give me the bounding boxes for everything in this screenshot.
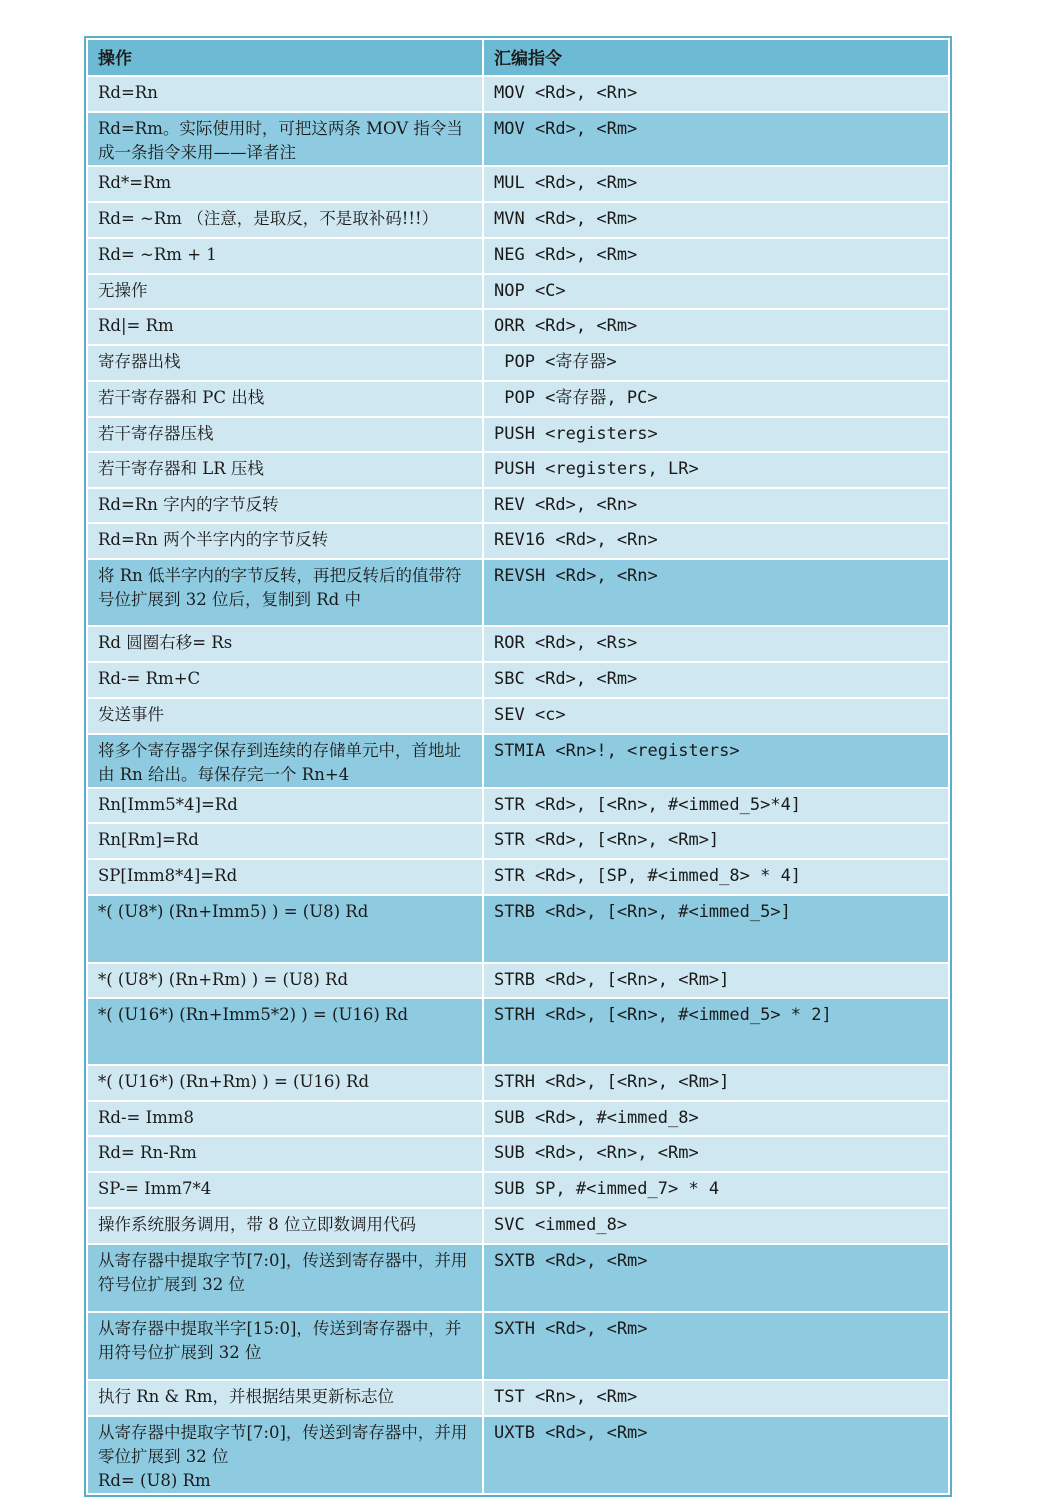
table-row [87,1244,949,1312]
table-row [87,1312,949,1380]
table-row [87,963,949,998]
table-row [87,1101,949,1136]
assembly-cell: SUB <Rd>, #<immed_8> [483,1101,949,1136]
table-row [87,559,949,626]
operation-cell: Rd-= Imm8 [87,1101,483,1136]
operation-cell: Rd*=Rm [87,166,483,202]
assembly-cell: STRB <Rd>, [<Rn>, <Rm>] [483,963,949,998]
operation-cell: Rd=Rn 字内的字节反转 [87,488,483,523]
assembly-cell: STR <Rd>, [<Rn>, #<immed_5>*4] [483,788,949,823]
operation-cell: *( (U8*) (Rn+Rm) ) = (U8) Rd [87,963,483,998]
assembly-cell: NEG <Rd>, <Rm> [483,238,949,274]
assembly-cell: STR <Rd>, [SP, #<immed_8> * 4] [483,859,949,895]
operation-cell: *( (U16*) (Rn+Imm5*2) ) = (U16) Rd [87,998,483,1065]
table-row [87,112,949,166]
assembly-cell: REV <Rd>, <Rn> [483,488,949,523]
table-row [87,998,949,1065]
assembly-cell: MOV <Rd>, <Rn> [483,76,949,112]
operation-cell: 执行 Rn & Rm，并根据结果更新标志位 [87,1380,483,1416]
table-row [87,1416,949,1494]
assembly-cell: POP <寄存器, PC> [483,381,949,417]
assembly-cell: MUL <Rd>, <Rm> [483,166,949,202]
operation-cell: 从寄存器中提取字节[7:0]，传送到寄存器中，并用符号位扩展到 32 位 [87,1244,483,1312]
assembly-cell: SXTH <Rd>, <Rm> [483,1312,949,1380]
operation-cell: 若干寄存器和 PC 出栈 [87,381,483,417]
operation-cell: Rd= ~Rm （注意，是取反，不是取补码!!!） [87,202,483,238]
assembly-cell: PUSH <registers> [483,417,949,452]
header-assembly: 汇编指令 [483,39,949,76]
operation-cell: *( (U8*) (Rn+Imm5) ) = (U8) Rd [87,895,483,963]
table-row [87,823,949,859]
table-row [87,345,949,381]
assembly-cell: SVC <immed_8> [483,1208,949,1244]
table-body [87,76,949,1494]
assembly-cell: PUSH <registers, LR> [483,452,949,488]
operation-cell: Rd=Rn 两个半字内的字节反转 [87,523,483,559]
operation-cell: 从寄存器中提取字节[7:0]，传送到寄存器中，并用零位扩展到 32 位 Rd= (U8) Rm [87,1416,483,1494]
table-row [87,417,949,452]
operation-cell: 发送事件 [87,698,483,734]
instruction-table [86,38,950,1495]
assembly-cell: SUB <Rd>, <Rn>, <Rm> [483,1136,949,1172]
table-row [87,166,949,202]
assembly-cell: MVN <Rd>, <Rm> [483,202,949,238]
assembly-cell: SXTB <Rd>, <Rm> [483,1244,949,1312]
operation-cell: 若干寄存器压栈 [87,417,483,452]
table-row [87,1380,949,1416]
table-row [87,274,949,309]
table-row [87,452,949,488]
assembly-cell: ROR <Rd>, <Rs> [483,626,949,662]
operation-cell: SP-= Imm7*4 [87,1172,483,1208]
operation-cell: Rd-= Rm+C [87,662,483,698]
operation-cell: Rd 圆圈右移= Rs [87,626,483,662]
header-operation: 操作 [87,39,483,76]
table-row [87,1172,949,1208]
operation-cell: 寄存器出栈 [87,345,483,381]
operation-cell: 操作系统服务调用，带 8 位立即数调用代码 [87,1208,483,1244]
operation-cell: 将多个寄存器字保存到连续的存储单元中，首地址由 Rn 给出。每保存完一个 Rn+4 [87,734,483,788]
table-row [87,698,949,734]
assembly-cell: TST <Rn>, <Rm> [483,1380,949,1416]
table-row [87,488,949,523]
table-row [87,734,949,788]
assembly-cell: REV16 <Rd>, <Rn> [483,523,949,559]
operation-cell: Rn[Rm]=Rd [87,823,483,859]
assembly-cell: NOP <C> [483,274,949,309]
operation-cell: 若干寄存器和 LR 压栈 [87,452,483,488]
operation-cell: 无操作 [87,274,483,309]
operation-cell: Rd= Rn-Rm [87,1136,483,1172]
table-row [87,309,949,345]
table-row [87,662,949,698]
table-row [87,523,949,559]
assembly-cell: SEV <c> [483,698,949,734]
assembly-cell: SUB SP, #<immed_7> * 4 [483,1172,949,1208]
instruction-table-container [84,36,952,1497]
operation-cell: 将 Rn 低半字内的字节反转，再把反转后的值带符号位扩展到 32 位后，复制到 Rd 中 [87,559,483,626]
table-row [87,202,949,238]
table-header-row [87,39,949,76]
assembly-cell: POP <寄存器> [483,345,949,381]
operation-cell: Rd=Rn [87,76,483,112]
table-row [87,626,949,662]
operation-cell: 从寄存器中提取半字[15:0]，传送到寄存器中，并用符号位扩展到 32 位 [87,1312,483,1380]
operation-cell: *( (U16*) (Rn+Rm) ) = (U16) Rd [87,1065,483,1101]
table-row [87,895,949,963]
assembly-cell: UXTB <Rd>, <Rm> [483,1416,949,1494]
assembly-cell: SBC <Rd>, <Rm> [483,662,949,698]
table-row [87,238,949,274]
assembly-cell: ORR <Rd>, <Rm> [483,309,949,345]
assembly-cell: STRB <Rd>, [<Rn>, #<immed_5>] [483,895,949,963]
assembly-cell: REVSH <Rd>, <Rn> [483,559,949,626]
operation-cell: Rn[Imm5*4]=Rd [87,788,483,823]
table-row [87,381,949,417]
operation-cell: Rd= ~Rm + 1 [87,238,483,274]
table-row [87,859,949,895]
operation-cell: SP[Imm8*4]=Rd [87,859,483,895]
table-row [87,788,949,823]
assembly-cell: MOV <Rd>, <Rm> [483,112,949,166]
operation-cell: Rd|= Rm [87,309,483,345]
operation-cell: Rd=Rm。实际使用时，可把这两条 MOV 指令当成一条指令来用——译者注 [87,112,483,166]
assembly-cell: STR <Rd>, [<Rn>, <Rm>] [483,823,949,859]
assembly-cell: STMIA <Rn>!, <registers> [483,734,949,788]
table-row [87,1208,949,1244]
table-row [87,76,949,112]
table-row [87,1136,949,1172]
assembly-cell: STRH <Rd>, [<Rn>, #<immed_5> * 2] [483,998,949,1065]
table-row [87,1065,949,1101]
assembly-cell: STRH <Rd>, [<Rn>, <Rm>] [483,1065,949,1101]
